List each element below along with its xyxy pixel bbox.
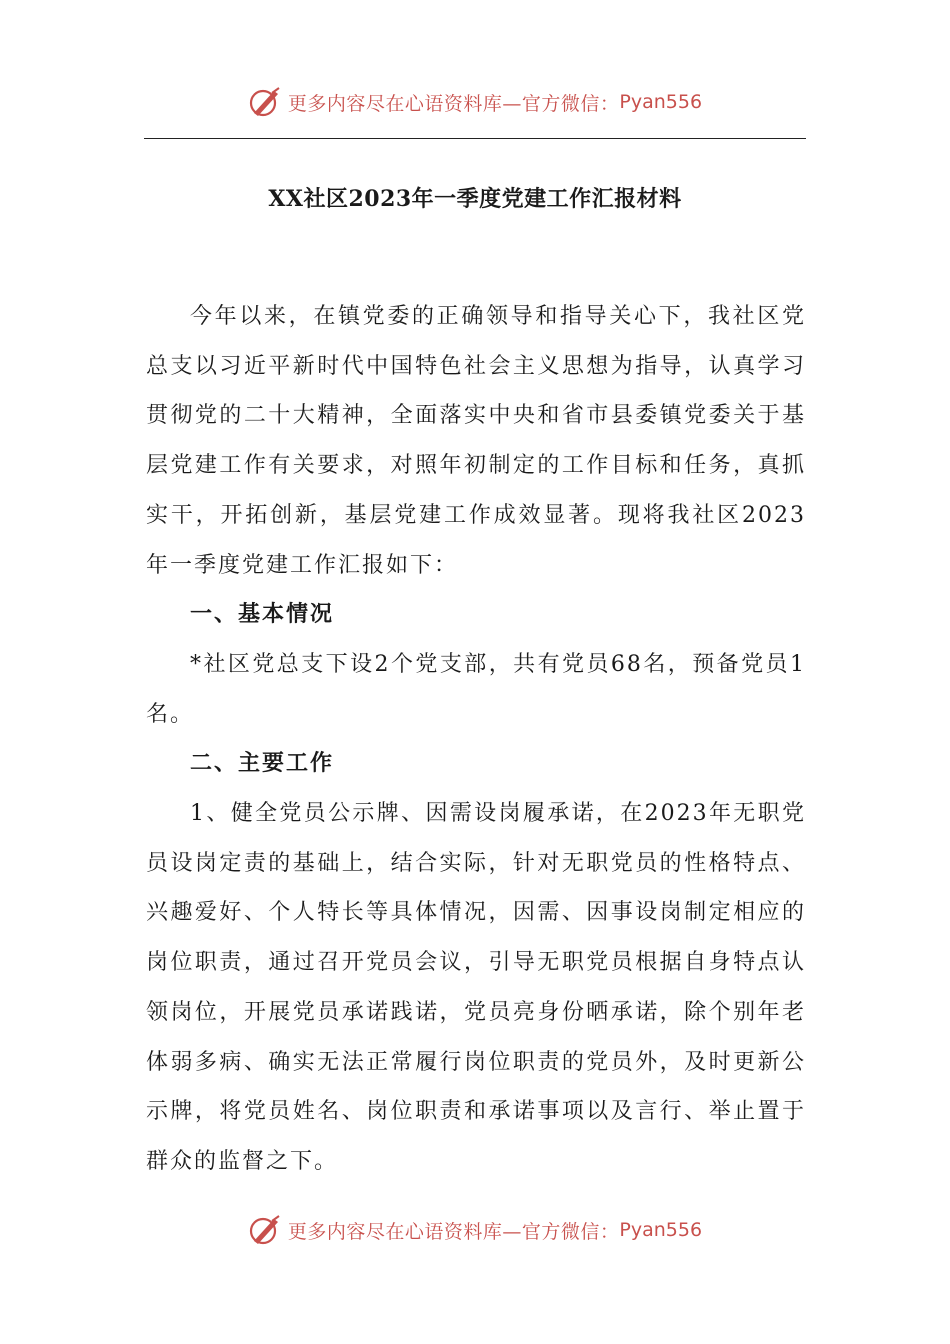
document-body <box>146 292 806 1187</box>
watermark-wechat-id: Pyan556 <box>619 1219 703 1241</box>
pen-circle-logo-icon <box>248 85 282 119</box>
header-divider <box>144 138 806 139</box>
watermark-text: 更多内容尽在心语资料库—官方微信： <box>287 92 620 115</box>
watermark-wechat-id: Pyan556 <box>619 91 703 113</box>
pen-circle-logo-icon <box>248 1213 282 1247</box>
section-heading-main-work: 二、主要工作 <box>190 750 335 777</box>
header-watermark <box>0 80 950 124</box>
watermark-text: 更多内容尽在心语资料库—官方微信： <box>287 1220 620 1243</box>
intro-paragraph: 今年以来，在镇党委的正确领导和指导关心下，我社区党总支以习近平新时代中国特色社会主义思想为指导，认真学习贯彻党的二十大精神，全面落实中央和省市县委镇党委关于基层党建工作有关要求，对照年初制定的工作目标和任务，真抓实干，开拓创新，基层党建工作成效显著。现将我社区2023年一季度党建工作汇报如下： <box>146 304 806 578</box>
basic-info-paragraph: *社区党总支下设2个党支部，共有党员68名，预备党员1名。 <box>146 651 806 727</box>
section-heading-basic: 一、基本情况 <box>190 601 335 628</box>
footer-watermark <box>0 1208 950 1252</box>
main-work-item-1: 1、健全党员公示牌、因需设岗履承诺，在2023年无职党员设岗定责的基础上，结合实际，针对无职党员的性格特点、兴趣爱好、个人特长等具体情况，因需、因事设岗制定相应的岗位职责，通过召开党员会议，引导无职党员根据自身特点认领岗位，开展党员承诺践诺，党员亮身份晒承诺，除个别年老体弱多病、确实无法正常履行岗位职责的党员外，及时更新公示牌，将党员姓名、岗位职责和承诺事项以及言行、举止置于群众的监督之下。 <box>146 801 806 1174</box>
page-title: XX社区2023年一季度党建工作汇报材料 <box>268 186 682 212</box>
